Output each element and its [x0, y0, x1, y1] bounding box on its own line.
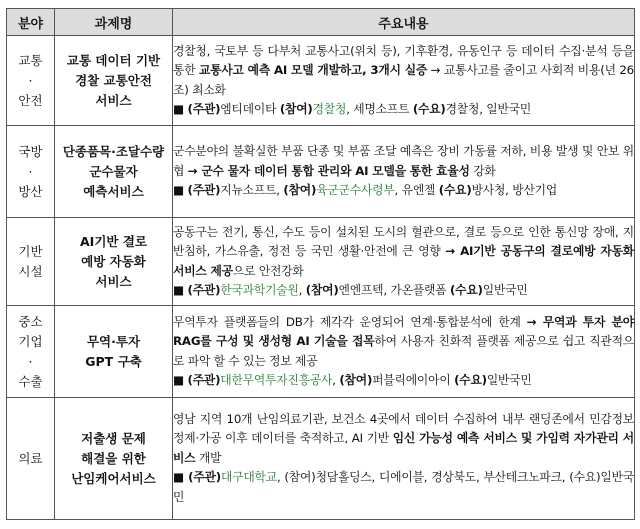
organization-name: 대한무역투자진흥공사	[220, 373, 333, 387]
participant-segment: (수요)	[438, 183, 472, 198]
participants	[173, 468, 634, 507]
description	[173, 223, 634, 282]
category-line: 기반	[18, 243, 43, 259]
title-line: 군수물자	[89, 163, 138, 179]
title-line: 무역·투자	[86, 333, 141, 349]
content-cell	[173, 306, 635, 398]
description-segment: → AI기반 공동구의 결로예방 자동화 서비스 제공	[173, 244, 635, 278]
content-cell	[173, 398, 635, 520]
participant-segment: (주관)	[187, 183, 221, 198]
category-line: ·	[28, 353, 33, 369]
category-line: 교통	[18, 52, 43, 68]
title-line: 저출생 문제	[81, 430, 146, 446]
table-row	[7, 398, 635, 520]
bullet-icon: ■	[173, 373, 188, 387]
participant-segment: (주관)	[187, 102, 221, 116]
bullet-icon: ■	[173, 470, 189, 485]
description-segment: 강화	[469, 163, 496, 178]
description-segment: 공동구는 전기, 통신, 수도 등이 설치된 도시의 혈관으로, 결로 등으로 인한 통신망 장애, 지반침하, 가스유출, 정전 등 국민 생활·안전에 큰 영향	[173, 224, 634, 258]
category-line: 시설	[18, 263, 43, 279]
description-segment: 경찰청, 국토부 등 다부처 교통사고(위치 등), 기후환경, 유동인구 등 데이터 수집·분석 등을 통한	[173, 43, 634, 77]
category-line: 의료	[18, 450, 43, 466]
participants	[173, 371, 634, 391]
participant-segment: (수요)	[449, 283, 483, 297]
participant-segment: 퍼블릭에이아이	[372, 373, 455, 387]
title-line: 서비스	[95, 92, 132, 108]
description-segment: 하여 사용자 친화적 플랫폼 제공으로 쉽고 직관적으로 파악 할 수 있는 정보 제공	[173, 334, 634, 368]
title-cell	[55, 126, 173, 218]
participant-segment: 지뉴소프트,	[220, 183, 284, 198]
organization-name: 경찰청	[312, 102, 347, 116]
category-cell	[7, 36, 55, 126]
participant-segment: , 세명소프트	[346, 102, 413, 116]
category-cell	[7, 306, 55, 398]
title-cell	[55, 398, 173, 520]
table-row	[7, 36, 635, 126]
category-cell	[7, 398, 55, 520]
title-line: 서비스	[95, 273, 132, 289]
category-line: 중소	[18, 313, 43, 329]
participant-segment: 방사청, 방산기업	[471, 183, 558, 198]
participant-segment: 경찰청, 일반국민	[445, 102, 532, 116]
category-line: 국방	[18, 143, 43, 159]
table-row	[7, 218, 635, 306]
description-segment: → 무역과 투자 분야 RAG를 구성 및 생성형 AI 기술을 접목	[173, 314, 634, 348]
category-line: 수출	[18, 373, 43, 389]
description-segment: → 군수 물자 데이터 통합 관리와 AI 모델을 통한 효율성	[187, 163, 470, 178]
participant-segment: , (참여)청담홀딩스, 디에이블, 경상북도, 부산테크노파크, (수요)일반국민	[173, 470, 634, 504]
title-cell	[55, 218, 173, 306]
content-cell	[173, 218, 635, 306]
category-line: 기업	[18, 333, 43, 349]
table-row	[7, 126, 635, 218]
header-title: 과제명	[55, 9, 173, 36]
table-row	[7, 306, 635, 398]
header-content: 주요내용	[173, 9, 635, 36]
title-line: 예측서비스	[83, 183, 144, 199]
participants	[173, 281, 634, 301]
participants	[173, 181, 634, 201]
title-line: 단종품목·조달수량	[62, 143, 165, 159]
participants	[173, 100, 634, 120]
participant-segment: (수요)	[412, 102, 446, 116]
header-category: 분야	[7, 9, 55, 36]
participant-segment: ,	[332, 373, 340, 387]
organization-name: 한국과학기술원	[220, 283, 299, 297]
title-cell	[55, 36, 173, 126]
participant-segment: ,	[298, 283, 306, 297]
category-line: ·	[28, 72, 33, 88]
description	[173, 313, 634, 372]
bullet-icon: ■	[173, 283, 188, 297]
description-segment: 교통사고 예측 AI 모델 개발하고, 3개시 실증	[198, 63, 428, 77]
title-line: 경찰 교통안전	[75, 72, 152, 88]
participant-segment: 일반국민	[482, 283, 528, 297]
bullet-icon: ■	[173, 183, 188, 198]
participant-segment: 엔엔프텍, 가온플랫폼	[338, 283, 450, 297]
description-segment: 으로 안전강화	[232, 263, 304, 278]
organization-name: 대구대학교	[220, 470, 277, 485]
category-cell	[7, 218, 55, 306]
description-segment: 무역투자 플랫폼들의 DB가 제각각 운영되어 연계·통합분석에 한계	[173, 314, 527, 329]
category-line: 방산	[18, 183, 43, 199]
category-cell	[7, 126, 55, 218]
title-line: AI기반 결로	[80, 233, 147, 249]
description-segment: 개발	[195, 450, 222, 465]
title-line: 난임케어서비스	[71, 470, 156, 486]
participant-segment: (주관)	[187, 283, 221, 297]
title-line: 교통 데이터 기반	[66, 52, 161, 68]
organization-name: 육군군수사령부	[316, 183, 395, 198]
participant-segment: (주관)	[187, 373, 221, 387]
participant-segment: , 유엔젤	[394, 183, 439, 198]
description-segment: 군수분야의 불확실한 부품 단종 및 부품 조달 예측은 장비 가동률 저하, 비용 발생 및 안보 위협	[173, 144, 634, 178]
title-line: 예방 자동화	[81, 253, 146, 269]
participant-segment: 일반국민	[486, 373, 532, 387]
description-segment: → 교통사고를 줄이고 사회적 비용(년 26조) 최소화	[173, 63, 634, 97]
participant-segment: (수요)	[454, 373, 487, 387]
title-line: 해결을 위한	[81, 450, 146, 466]
title-cell	[55, 306, 173, 398]
participant-segment: (참여)	[339, 373, 373, 387]
content-cell	[173, 126, 635, 218]
description	[173, 42, 634, 101]
participant-segment: 엠티데이타	[220, 102, 280, 116]
description-segment: 임신 가능성 예측 서비스 및 가임력 자가관리 서비스	[173, 431, 634, 465]
category-line: 안전	[18, 92, 43, 108]
project-table	[6, 8, 635, 520]
category-line: ·	[28, 163, 33, 179]
bullet-icon: ■	[173, 102, 188, 116]
participant-segment: (참여)	[283, 183, 317, 198]
participant-segment: (참여)	[305, 283, 339, 297]
header-row	[7, 9, 635, 36]
content-cell	[173, 36, 635, 126]
participant-segment: (주관)	[188, 470, 221, 485]
description	[173, 142, 634, 181]
participant-segment: (참여)	[279, 102, 313, 116]
description-segment: 영남 지역 10개 난임의료기관, 보건소 4곳에서 데이터 수집하여 내부 랜딩존에서 민감정보 정제·가공 이후 데이터를 축적하고, AI 기반	[173, 411, 634, 446]
title-line: GPT 구축	[85, 353, 142, 369]
description	[173, 410, 634, 469]
